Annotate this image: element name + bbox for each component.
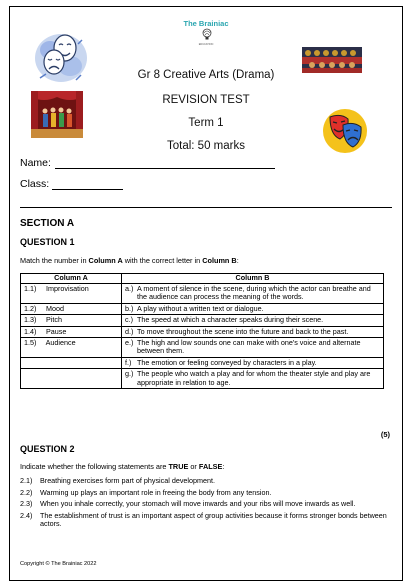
column-b-cell: e.) The high and low sounds one can make with one's voice and alternate between them. [122,338,384,358]
copyright-footer: Copyright © The Brainiac 2022 [20,561,97,567]
matching-table [20,273,384,389]
column-b-header: Column B [122,274,384,284]
list-item: 2.1) Breathing exercises form part of physical development. [20,476,215,485]
question-1-marks: (5) [380,430,390,439]
table-row [21,326,384,337]
column-b-cell: g.) The people who watch a play and for whom the theater style and play are appropriate in relation to age. [122,369,384,389]
question-1-instruction: Match the number in Column A with the correct letter in Column B: [20,256,239,265]
column-b-cell: d.) To move throughout the scene into the future and back to the past. [122,326,384,337]
table-row [21,369,384,389]
table-row [21,357,384,368]
column-a-cell: 1.2) Mood [21,303,122,314]
column-b-cell: a.) A moment of silence in the scene, during which the actor can breathe and the audience can process the meaning of the words. [122,284,384,304]
question-1-title: QUESTION 1 [20,237,75,247]
column-a-cell: 1.3) Pitch [21,315,122,326]
question-2-title: QUESTION 2 [20,444,75,454]
test-title: REVISION TEST [162,94,250,106]
column-a-cell [21,369,122,389]
subject-title: Gr 8 Creative Arts (Drama) [137,69,275,81]
header-divider [20,207,392,208]
column-a-cell [21,357,122,368]
question-2-instruction: Indicate whether the following statements are TRUE or FALSE: [20,462,225,471]
column-a-cell: 1.1) Improvisation [21,284,122,304]
section-a-title: SECTION A [20,218,75,229]
brand-tagline: EDUCATION [198,43,214,46]
column-a-cell: 1.5) Audience [21,338,122,358]
list-item: 2.3) When you inhale correctly, your stomach will move inwards and your ribs will move inwards as well. [20,499,356,509]
column-a-cell: 1.4) Pause [21,326,122,337]
column-a-header: Column A [21,274,122,284]
name-field[interactable] [55,158,275,169]
brand-name: The Brainiac [183,19,229,28]
total-marks: Total: 50 marks [167,140,245,152]
class-field[interactable] [52,179,123,190]
question-2-list [20,477,390,529]
name-label: Name: [20,157,51,169]
table-header-row [21,274,384,284]
column-b-cell: b.) A play without a written text or dialogue. [122,303,384,314]
list-item: 2.2) Warming up plays an important role in freeing the body from any tension. [20,487,272,497]
table-row [21,315,384,326]
term-label: Term 1 [188,117,224,129]
worksheet-page [9,6,403,581]
table-row [21,284,384,304]
column-b-cell: c.) The speed at which a character speaks during their scene. [122,315,384,326]
list-item: 2.4) The establishment of trust is an important aspect of group activities because it forms stronger bonds between actors. [20,510,387,529]
brand-logo-icon [201,28,213,42]
column-b-cell: f.) The emotion or feeling conveyed by characters in a play. [122,357,384,368]
class-label: Class: [20,178,50,190]
table-row [21,303,384,314]
table-row [21,338,384,358]
